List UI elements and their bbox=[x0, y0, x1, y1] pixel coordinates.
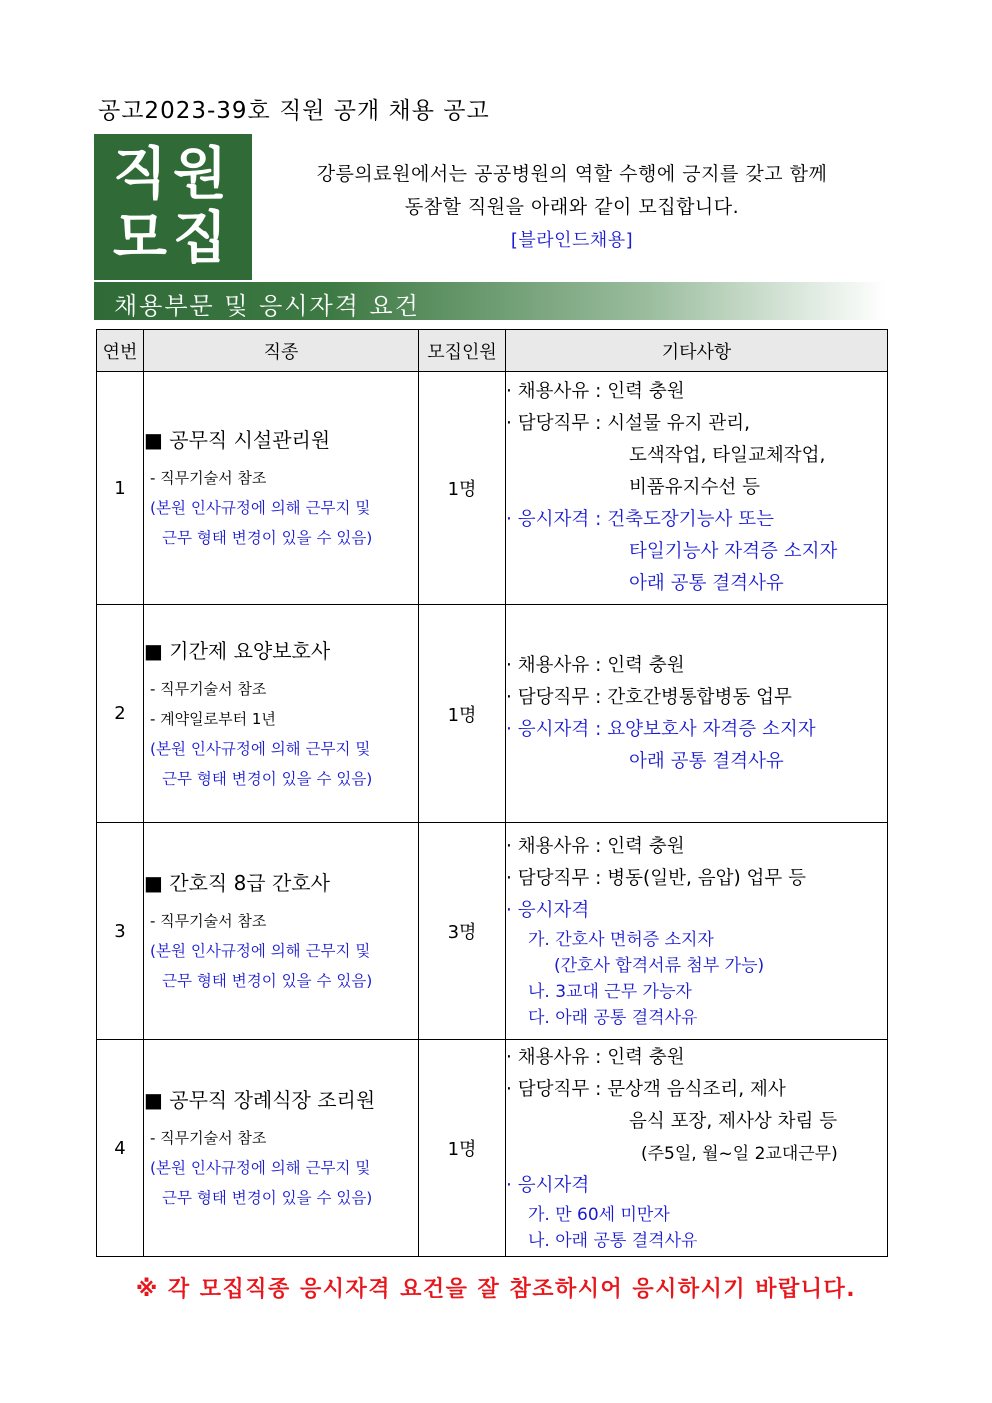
job-note: (본원 인사규정에 의해 근무지 및 bbox=[150, 739, 371, 758]
intro-line-1: 강릉의료원에서는 공공병원의 역할 수행에 긍지를 갖고 함께 bbox=[316, 163, 828, 185]
etc-qualification: · 응시자격 : 요양보호사 자격증 소지자 bbox=[506, 718, 816, 740]
job-title: ■ 기간제 요양보호사 bbox=[144, 638, 331, 663]
recruit-count: 3명 bbox=[419, 823, 506, 1040]
job-sub: - 직무기술서 참조 bbox=[150, 912, 267, 930]
job-note: (본원 인사규정에 의해 근무지 및 bbox=[150, 1159, 371, 1177]
row-number: 3 bbox=[97, 823, 144, 1040]
etc-reason: · 채용사유 : 인력 충원 bbox=[506, 1047, 685, 1068]
etc-qualification: · 응시자격 bbox=[506, 1175, 590, 1196]
job-cell bbox=[144, 372, 419, 605]
recruit-count: 1명 bbox=[419, 372, 506, 605]
row-number: 4 bbox=[97, 1040, 144, 1257]
etc-qualification-item: 가. 만 60세 미만자 bbox=[528, 1205, 670, 1225]
etc-qualification: 타일기능사 자격증 소지자 bbox=[629, 541, 838, 562]
etc-duty: · 담당직무 : 시설물 유지 관리, bbox=[506, 413, 750, 434]
table-row bbox=[97, 1040, 888, 1257]
etc-qualification-item: (간호사 합격서류 첨부 가능) bbox=[554, 956, 765, 976]
section-header bbox=[94, 282, 886, 320]
table-row bbox=[97, 605, 888, 823]
header-job: 직종 bbox=[144, 330, 419, 372]
recruit-badge bbox=[94, 134, 252, 280]
header-number: 연번 bbox=[97, 330, 144, 372]
job-cell bbox=[144, 605, 419, 823]
recruit-count: 1명 bbox=[419, 1040, 506, 1257]
header-etc: 기타사항 bbox=[506, 330, 888, 372]
row-number: 1 bbox=[97, 372, 144, 605]
row-number: 2 bbox=[97, 605, 144, 823]
job-cell bbox=[144, 1040, 419, 1257]
etc-duty: · 담당직무 : 문상객 음식조리, 제사 bbox=[506, 1079, 786, 1100]
intro-line-2: 동참할 직원을 아래와 같이 모집합니다. bbox=[404, 196, 740, 218]
etc-reason: · 채용사유 : 인력 충원 bbox=[506, 654, 685, 676]
header-count: 모집인원 bbox=[419, 330, 506, 372]
job-note: (본원 인사규정에 의해 근무지 및 bbox=[150, 942, 371, 960]
etc-duty: · 담당직무 : 병동(일반, 음압) 업무 등 bbox=[506, 868, 807, 889]
table-header-row bbox=[97, 330, 888, 372]
etc-qualification: · 응시자격 bbox=[506, 900, 590, 921]
etc-cell bbox=[506, 1040, 888, 1257]
job-note: 근무 형태 변경이 있을 수 있음) bbox=[162, 972, 373, 990]
etc-duty: (주5일, 월~일 2교대근무) bbox=[641, 1144, 838, 1164]
etc-qualification-item: 나. 아래 공통 결격사유 bbox=[528, 1231, 698, 1251]
etc-duty: 도색작업, 타일교체작업, bbox=[629, 445, 826, 466]
job-sub: - 직무기술서 참조 bbox=[150, 469, 267, 487]
page-title: 공고2023-39호 직원 공개 채용 공고 bbox=[98, 98, 490, 124]
intro-text bbox=[262, 158, 882, 257]
etc-duty: 비품유지수선 등 bbox=[629, 477, 760, 498]
job-note: 근무 형태 변경이 있을 수 있음) bbox=[162, 769, 373, 788]
table-row bbox=[97, 372, 888, 605]
etc-cell bbox=[506, 605, 888, 823]
job-note: 근무 형태 변경이 있을 수 있음) bbox=[162, 529, 373, 547]
job-title: ■ 공무직 장례식장 조리원 bbox=[144, 1088, 376, 1112]
etc-qualification-item: 다. 아래 공통 결격사유 bbox=[528, 1008, 698, 1028]
badge-line-1: 직원 bbox=[112, 142, 234, 207]
recruit-count: 1명 bbox=[419, 605, 506, 823]
etc-qualification-item: 나. 3교대 근무 가능자 bbox=[528, 982, 692, 1002]
etc-reason: · 채용사유 : 인력 충원 bbox=[506, 836, 685, 857]
etc-cell bbox=[506, 823, 888, 1040]
etc-qualification: 아래 공통 결격사유 bbox=[629, 573, 784, 594]
footer-notice: ※ 각 모집직종 응시자격 요건을 잘 참조하시어 응시하시기 바랍니다. bbox=[135, 1277, 857, 1302]
etc-qualification: 아래 공통 결격사유 bbox=[629, 750, 784, 772]
etc-duty: · 담당직무 : 간호간병통합병동 업무 bbox=[506, 686, 792, 708]
etc-cell bbox=[506, 372, 888, 605]
job-cell bbox=[144, 823, 419, 1040]
table-row bbox=[97, 823, 888, 1040]
blind-hiring-label: [블라인드채용] bbox=[510, 230, 634, 251]
job-note: 근무 형태 변경이 있을 수 있음) bbox=[162, 1189, 373, 1207]
badge-line-2: 모집 bbox=[112, 206, 234, 271]
etc-qualification: · 응시자격 : 건축도장기능사 또는 bbox=[506, 509, 774, 530]
job-sub: - 계약일로부터 1년 bbox=[150, 709, 276, 728]
section-title: 채용부문 및 응시자격 요건 bbox=[114, 292, 420, 320]
recruitment-table bbox=[96, 329, 888, 1257]
etc-duty: 음식 포장, 제사상 차림 등 bbox=[629, 1111, 838, 1132]
job-sub: - 직무기술서 참조 bbox=[150, 1129, 267, 1147]
job-sub: - 직무기술서 참조 bbox=[150, 679, 267, 698]
etc-qualification-item: 가. 간호사 면허증 소지자 bbox=[528, 930, 714, 950]
job-note: (본원 인사규정에 의해 근무지 및 bbox=[150, 499, 371, 517]
etc-reason: · 채용사유 : 인력 충원 bbox=[506, 381, 685, 402]
job-title: ■ 공무직 시설관리원 bbox=[144, 428, 331, 452]
job-title: ■ 간호직 8급 간호사 bbox=[144, 871, 330, 895]
